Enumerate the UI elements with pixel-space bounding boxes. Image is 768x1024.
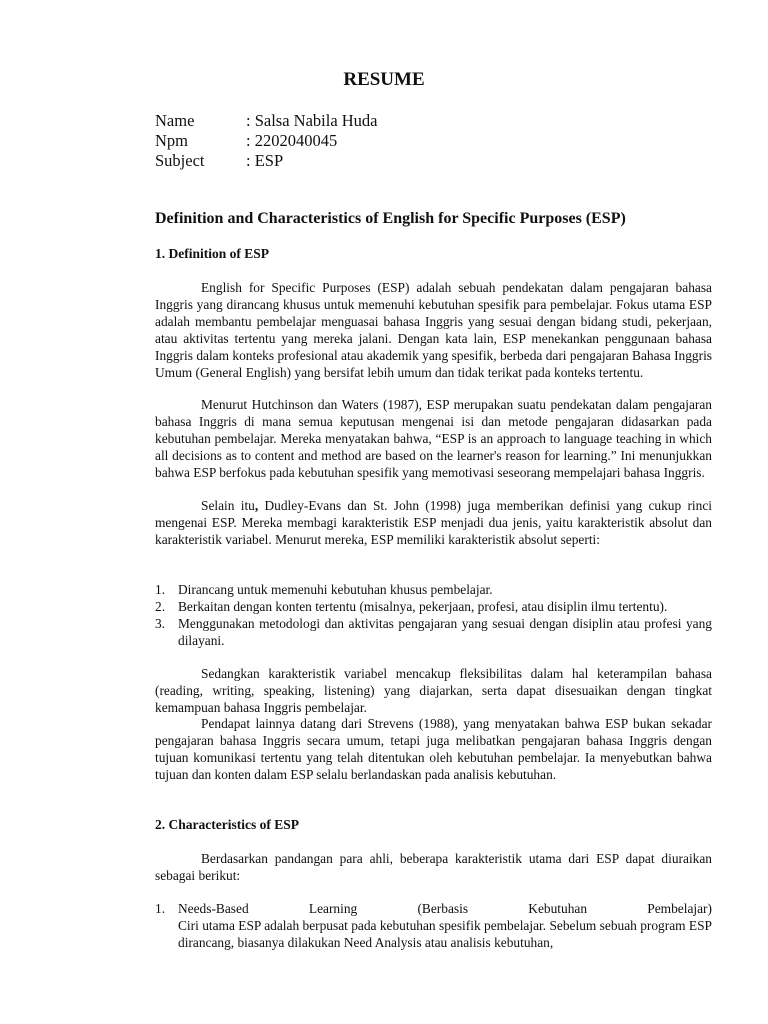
paragraph: English for Specific Purposes (ESP) adalah sebuah pendekatan dalam pengajaran bahasa Inggris yang dirancang khusus untuk memenuhi kebutuhan spesifik para pembelajar. Fokus utama ESP adalah membantu pembelajar menguasai bahasa Inggris yang sesuai dengan bidang studi, pekerjaan, atau aktivitas tertentu yang mereka jalani. Dengan kata lain, ESP menekankan penggunaan bahasa Inggris dalam konteks profesional atau akademik yang spesifik, berbeda dari pengajaran Bahasa Inggris Umum (General English) yang bersifat lebih umum dan tidak terikat pada konteks tertentu. <box>155 280 712 380</box>
paragraph: Menurut Hutchinson dan Waters (1987), ESP merupakan suatu pendekatan dalam pengajaran bahasa Inggris di mana semua keputusan mengenai isi dan metode pengajaran didasarkan pada kebutuhan pembelajar. Mereka menyatakan bahwa, “ESP is an approach to language teaching in which all decisions as to content and method are based on the learner's reason for learning.” Ini menunjukkan bahwa ESP berfokus pada kebutuhan spesifik yang memotivasi seseorang mempelajari bahasa Inggris. <box>155 397 712 480</box>
title-word: Needs-Based <box>178 901 249 916</box>
paragraph: Berdasarkan pandangan para ahli, beberapa karakteristik utama dari ESP dapat diuraikan sebagai berikut: <box>155 851 712 883</box>
section-heading-definition: 1. Definition of ESP <box>155 246 270 261</box>
list-text: Menggunakan metodologi dan aktivitas pengajaran yang sesuai dengan disiplin atau profesi yang dilayani. <box>178 616 712 648</box>
identity-label: Subject <box>155 151 205 170</box>
identity-value: : 2202040045 <box>246 131 338 150</box>
main-heading: Definition and Characteristics of English for Specific Purposes (ESP) <box>155 210 626 227</box>
list-item-title <box>178 900 712 917</box>
list-item-content <box>178 900 712 951</box>
absolute-characteristics-list <box>155 581 712 649</box>
paragraph: Pendapat lainnya datang dari Strevens (1988), yang menyatakan bahwa ESP bukan sekadar pengajaran bahasa Inggris secara umum, tetapi juga melibatkan pengajaran bahasa Inggris dengan tujuan komunikasi tertentu yang telah ditentukan oleh kebutuhan pembelajar. Ia menyebutkan bahwa tujuan dan konten dalam ESP selalu berlandaskan pada analisis kebutuhan. <box>155 716 712 782</box>
identity-value: : Salsa Nabila Huda <box>246 111 378 130</box>
identity-label: Npm <box>155 131 188 150</box>
list-text: Berkaitan dengan konten tertentu (misalnya, pekerjaan, profesi, atau disiplin ilmu tertentu). <box>178 599 668 614</box>
document-title: RESUME <box>343 69 425 90</box>
list-number: 1. <box>155 901 166 916</box>
list-text: Dirancang untuk memenuhi kebutuhan khusus pembelajar. <box>178 582 493 597</box>
list-item-body: Ciri utama ESP adalah berpusat pada kebutuhan spesifik pembelajar. Sebelum sebuah program ESP dirancang, biasanya dilakukan Need Analysis atau analisis kebutuhan, <box>178 918 712 950</box>
list-item <box>155 900 712 951</box>
identity-row-subject <box>155 151 283 171</box>
identity-label: Name <box>155 111 195 130</box>
title-word: Pembelajar) <box>647 901 712 916</box>
identity-value: : ESP <box>246 151 284 170</box>
paragraph <box>155 497 712 548</box>
list-item <box>155 598 712 615</box>
section-heading-characteristics: 2. Characteristics of ESP <box>155 817 299 832</box>
title-word: Kebutuhan <box>528 901 588 916</box>
title-word: (Berbasis <box>417 901 469 916</box>
list-item <box>155 581 712 598</box>
paragraph-bold-comma: , <box>254 498 259 513</box>
paragraph: Sedangkan karakteristik variabel mencakup fleksibilitas dalam hal keterampilan bahasa (reading, writing, speaking, listening) yang diajarkan, serta dapat disesuaikan dengan tingkat kemampuan bahasa Inggris pembelajar. <box>155 666 712 715</box>
list-number: 2. <box>155 599 166 614</box>
paragraph-text: Selain itu <box>201 498 255 513</box>
list-number: 1. <box>155 582 166 597</box>
identity-row-npm <box>155 131 337 151</box>
list-item <box>155 615 712 649</box>
title-word: Learning <box>308 901 358 916</box>
characteristics-list <box>155 900 712 951</box>
identity-row-name <box>155 111 378 131</box>
list-number: 3. <box>155 616 166 631</box>
paragraph-text: Dudley-Evans dan St. John (1998) juga memberikan definisi yang cukup rinci mengenai ESP. Mereka membagi karakteristik ESP menjadi dua jenis, yaitu karakteristik absolut dan karakteristik variabel. Menurut mereka, ESP memiliki karakteristik absolut seperti: <box>155 498 712 547</box>
